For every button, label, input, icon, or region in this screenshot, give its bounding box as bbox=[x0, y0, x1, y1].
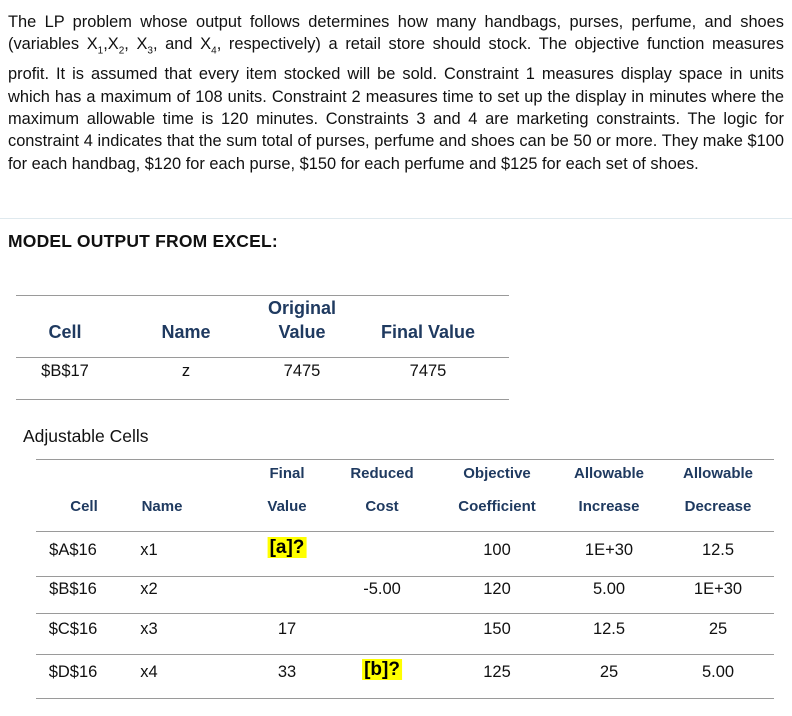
table-rule bbox=[16, 295, 509, 296]
section-divider bbox=[0, 218, 792, 219]
table-rule bbox=[36, 698, 774, 699]
header-allowable: Allowable bbox=[573, 465, 645, 482]
header-allowable-decrease: Decrease bbox=[684, 498, 752, 515]
adjustable-cells-label: Adjustable Cells bbox=[23, 426, 149, 446]
table-rule bbox=[36, 459, 774, 460]
table-rule bbox=[36, 576, 774, 577]
header-final-value: Value bbox=[267, 498, 307, 515]
table-rule bbox=[16, 357, 509, 358]
header-cell: Cell bbox=[48, 322, 82, 342]
table-rule bbox=[36, 613, 774, 614]
header-allowable: Allowable bbox=[682, 465, 754, 482]
subscript-3: 3 bbox=[147, 45, 153, 57]
header-original: Original bbox=[267, 298, 337, 318]
header-final: Final bbox=[269, 465, 305, 482]
table-rule bbox=[36, 531, 774, 532]
header-reduced-cost: Cost bbox=[365, 498, 399, 515]
header-objective-coefficient: Coefficient bbox=[458, 498, 536, 515]
unknown-b-highlight: [b]? bbox=[364, 659, 400, 680]
header-reduced: Reduced bbox=[350, 465, 414, 482]
header-final-value: Final Value bbox=[380, 322, 476, 342]
table-rule bbox=[16, 399, 509, 400]
section-heading: MODEL OUTPUT FROM EXCEL: bbox=[8, 231, 278, 251]
header-objective: Objective bbox=[463, 465, 531, 482]
header-name: Name bbox=[161, 322, 211, 342]
subscript-4: 4 bbox=[211, 45, 217, 57]
subscript-1: 1 bbox=[97, 45, 104, 57]
header-cell: Cell bbox=[70, 498, 98, 515]
unknown-a-highlight: [a]? bbox=[269, 537, 305, 558]
header-allowable-increase: Increase bbox=[578, 498, 640, 515]
header-name: Name bbox=[141, 498, 183, 515]
subscript-2: 2 bbox=[118, 45, 125, 57]
table-rule bbox=[36, 654, 774, 655]
header-original-value: Value bbox=[278, 322, 326, 342]
problem-statement: The LP problem whose output follows determines how many handbags, purses, perfume, and shoes (variables $X_1,X_2$, $X_3$, and $X_4$, respectively) a retail store should stock. The objective function measures profit. It is assumed that every item stocked will be sold. Constraint 1 measures display space in units which has a maximum of 108 units. Constraint 2 measures time to set up the display in minutes where the maximum allowable time is 120 minutes. Constraints 3 and 4 are marketing constraints. The logic for constraint 4 indicates that the sum total of purses, perfume and shoes can be 50 or more. They make $100 for each handbag, $120 for each purse, $150 for each perfume and $125 for each set of shoes. bbox=[8, 13, 784, 173]
